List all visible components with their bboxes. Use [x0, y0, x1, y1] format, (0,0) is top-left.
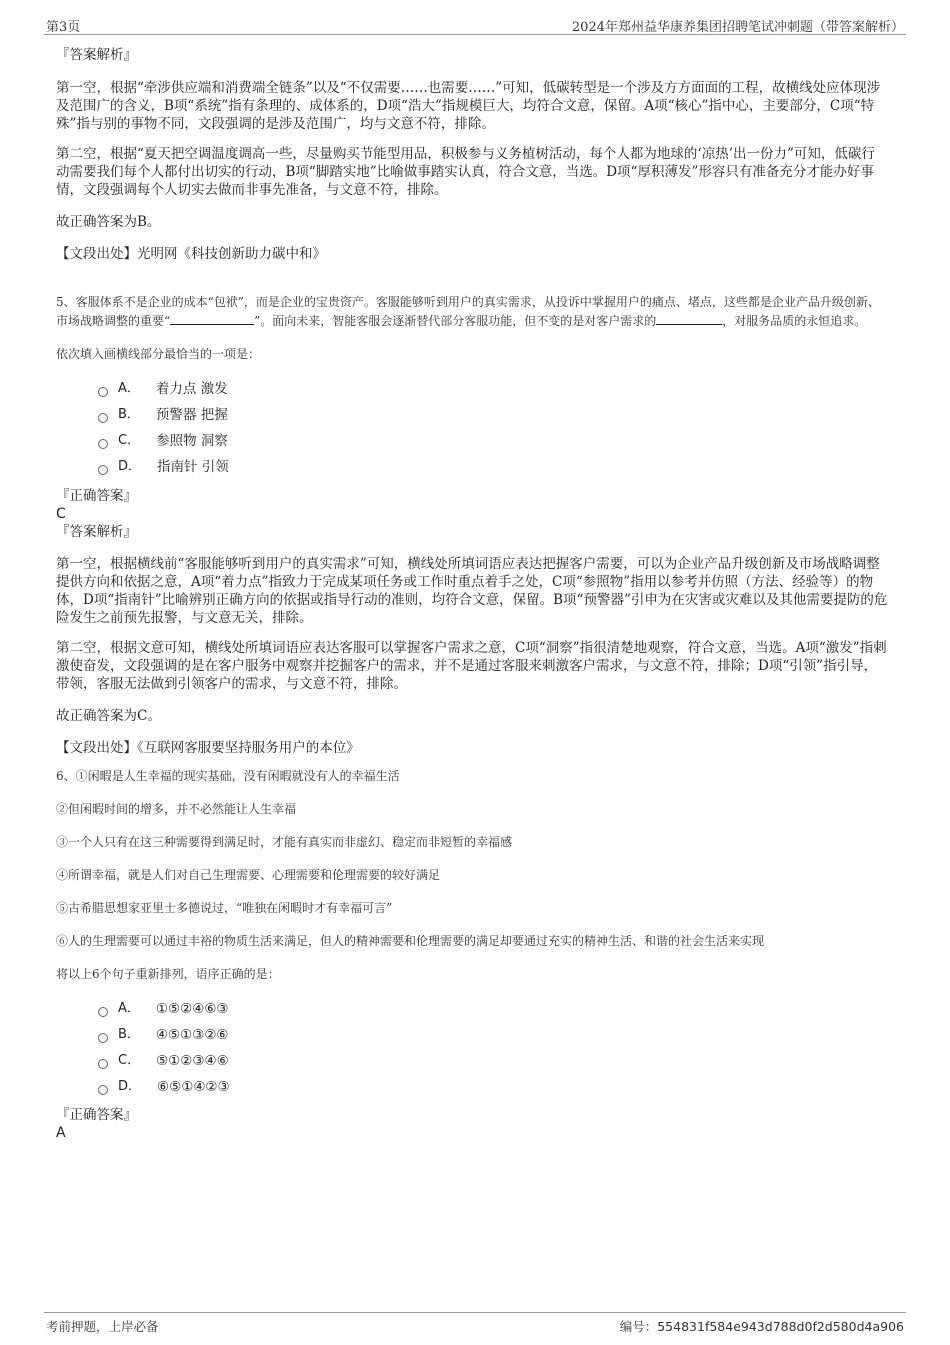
q6-option-d[interactable]	[98, 1074, 888, 1100]
footer-slogan: 考前押题，上岸必备	[46, 1319, 159, 1334]
q5-stem-part1: 5、客服体系不是企业的成本“包袱”，而是企业的宝贵资产。客服能够听到用户的真实需求，从投诉中掌握用户的痛点、堵点，这些都是企业产品升级创新、市场战略调整的重要“	[56, 295, 880, 328]
option-label: A．	[118, 1001, 140, 1016]
option-text: ④⑤①③②⑥	[155, 1027, 229, 1043]
q5-blank-2	[656, 312, 722, 325]
q6-correct-answer: A	[56, 1125, 66, 1141]
q6-option-c[interactable]	[98, 1048, 888, 1074]
option-label: B．	[118, 1027, 140, 1042]
q5-instruction: 依次填入画横线部分最恰当的一项是：	[56, 347, 261, 361]
q5-blank-1	[170, 312, 254, 325]
q6-options	[98, 996, 888, 1100]
q4-analysis-label: 『答案解析』	[56, 47, 137, 63]
q4-conclusion: 故正确答案为B。	[56, 214, 161, 230]
q5-conclusion: 故正确答案为C。	[56, 708, 161, 724]
radio-icon[interactable]	[98, 439, 108, 449]
page-header	[44, 14, 906, 35]
q6-sentence-2: ②但闲暇时间的增多，并不必然能让人生幸福	[56, 802, 297, 816]
option-label: D．	[118, 1079, 142, 1094]
q5-correct-answer: C	[56, 506, 66, 522]
q6-instruction: 将以上6个句子重新排列，语序正确的是：	[56, 967, 280, 981]
q5-stem-part3: ，对服务品质的永恒追求。	[722, 314, 867, 328]
q4-analysis-para2: 第二空，根据“夏天把空调温度调高一些，尽量购买节能型用品，积极参与义务植树活动，每个人都为地球的‘凉热’出一份力”可知，低碳行动需要我们每个人都付出切实的行动，B项“脚踏实地”比喻做事踏实认真，符合文意，当选。D项“厚积薄发”形容只有准备充分才能办好事情，文段强调每个人切实去做而非事先准备，与文意不符，排除。	[56, 146, 875, 198]
radio-icon[interactable]	[98, 465, 108, 475]
q5-analysis-para2: 第二空，根据文意可知，横线处所填词语应表达客服可以掌握客户需求之意，C项“洞察”指很清楚地观察，符合文意，当选。A项“激发”指刺激使奋发，文段强调的是在客户服务中观察并挖掘客户的需求，并不是通过客服来刺激客户需求，与文意不符，排除；D项“引领”指引导，带领，客服无法做到引领客户的需求，与文意不符，排除。	[56, 640, 887, 692]
q5-analysis-para1: 第一空，根据横线前“客服能够听到用户的真实需求”可知，横线处所填词语应表达把握客户需要，可以为企业产品升级创新及市场战略调整提供方向和依据之意，A项“着力点”指致力于完成某项任务或工作时重点着手之处，C项“参照物”指用以参考并仿照（方法、经验等）的物体，D项“指南针”比喻辨别正确方向的依据或指导行动的准则，均符合文意，保留。B项“预警器”引申为在灾害或灾难以及其他需要提防的危险发生之前预先报警，与文意无关，排除。	[56, 556, 888, 626]
page-content	[56, 36, 888, 1142]
q5-source: 【文段出处】《互联网客服要坚持服务用户的本位》	[56, 740, 360, 756]
q6-sentence-4: ④所谓幸福，就是人们对自己生理需要、心理需要和伦理需要的较好满足	[56, 868, 441, 882]
q6-sentence-3: ③一个人只有在这三种需要得到满足时，才能有真实而非虚幻、稳定而非短暂的幸福感	[56, 835, 513, 849]
q5-option-d[interactable]	[98, 454, 888, 480]
option-label: B．	[118, 407, 140, 422]
q6-sentence-6: ⑥人的生理需要可以通过丰裕的物质生活来满足，但人的精神需要和伦理需要的满足却要通过充实的精神生活、和谐的社会生活来实现	[56, 934, 765, 948]
option-label: A．	[118, 381, 140, 396]
option-text: ⑥⑤①④②③	[157, 1079, 230, 1095]
q5-stem-part2: ”。面向未来，智能客服会逐渐替代部分客服功能，但不变的是对客户需求的	[254, 314, 657, 328]
page-footer	[44, 1312, 906, 1335]
option-text: 指南针 引领	[157, 459, 229, 475]
q4-analysis-para1: 第一空，根据“牵涉供应端和消费端全链条”以及“不仅需要……也需要……”可知，低碳转型是一个涉及方方面面的工程，故横线处应体现涉及范围广的含义，B项“系统”指有条理的、成体系的，D项“浩大”指规模巨大，均符合文意，保留。A项“核心”指中心，主要部分，C项“特殊”指与别的事物不同，文段强调的是涉及范围广，均与文意不符，排除。	[56, 80, 881, 132]
q5-analysis-label: 『答案解析』	[56, 524, 137, 540]
q6-sentence-1: 6、①闲暇是人生幸福的现实基础，没有闲暇就没有人的幸福生活	[56, 769, 400, 783]
document-title: 2024年郑州益华康养集团招聘笔试冲刺题（带答案解析）	[571, 20, 904, 35]
option-text: 着力点 激发	[155, 381, 228, 397]
q5-option-c[interactable]	[98, 428, 888, 454]
q6-option-b[interactable]	[98, 1022, 888, 1048]
q5-correct-label: 『正确答案』	[56, 488, 137, 504]
q5-stem	[56, 293, 888, 331]
option-text: 参照物 洞察	[156, 433, 228, 449]
radio-icon[interactable]	[98, 1085, 108, 1095]
page-number: 第3页	[46, 20, 81, 35]
q6-option-a[interactable]	[98, 996, 888, 1022]
radio-icon[interactable]	[98, 413, 108, 423]
option-text: 预警器 把握	[155, 407, 228, 423]
radio-icon[interactable]	[98, 387, 108, 397]
radio-icon[interactable]	[98, 1033, 108, 1043]
option-text: ①⑤②④⑥③	[155, 1001, 229, 1017]
q5-option-b[interactable]	[98, 402, 888, 428]
document-id-value: 554831f584e943d788d0f2d580d4a906	[657, 1319, 904, 1334]
q5-options	[98, 376, 888, 480]
document-id	[620, 1317, 904, 1335]
q4-source: 【文段出处】光明网《科技创新助力碳中和》	[56, 246, 326, 262]
radio-icon[interactable]	[98, 1007, 108, 1017]
radio-icon[interactable]	[98, 1059, 108, 1069]
option-label: C．	[118, 433, 141, 448]
option-text: ⑤①②③④⑥	[156, 1053, 229, 1069]
q6-sentence-5: ⑤古希腊思想家亚里士多德说过，“唯独在闲暇时才有幸福可言”	[56, 901, 393, 915]
option-label: D．	[118, 459, 142, 474]
q5-option-a[interactable]	[98, 376, 888, 402]
document-id-label: 编号：	[619, 1319, 658, 1334]
q6-correct-label: 『正确答案』	[56, 1107, 137, 1123]
option-label: C．	[118, 1053, 141, 1068]
